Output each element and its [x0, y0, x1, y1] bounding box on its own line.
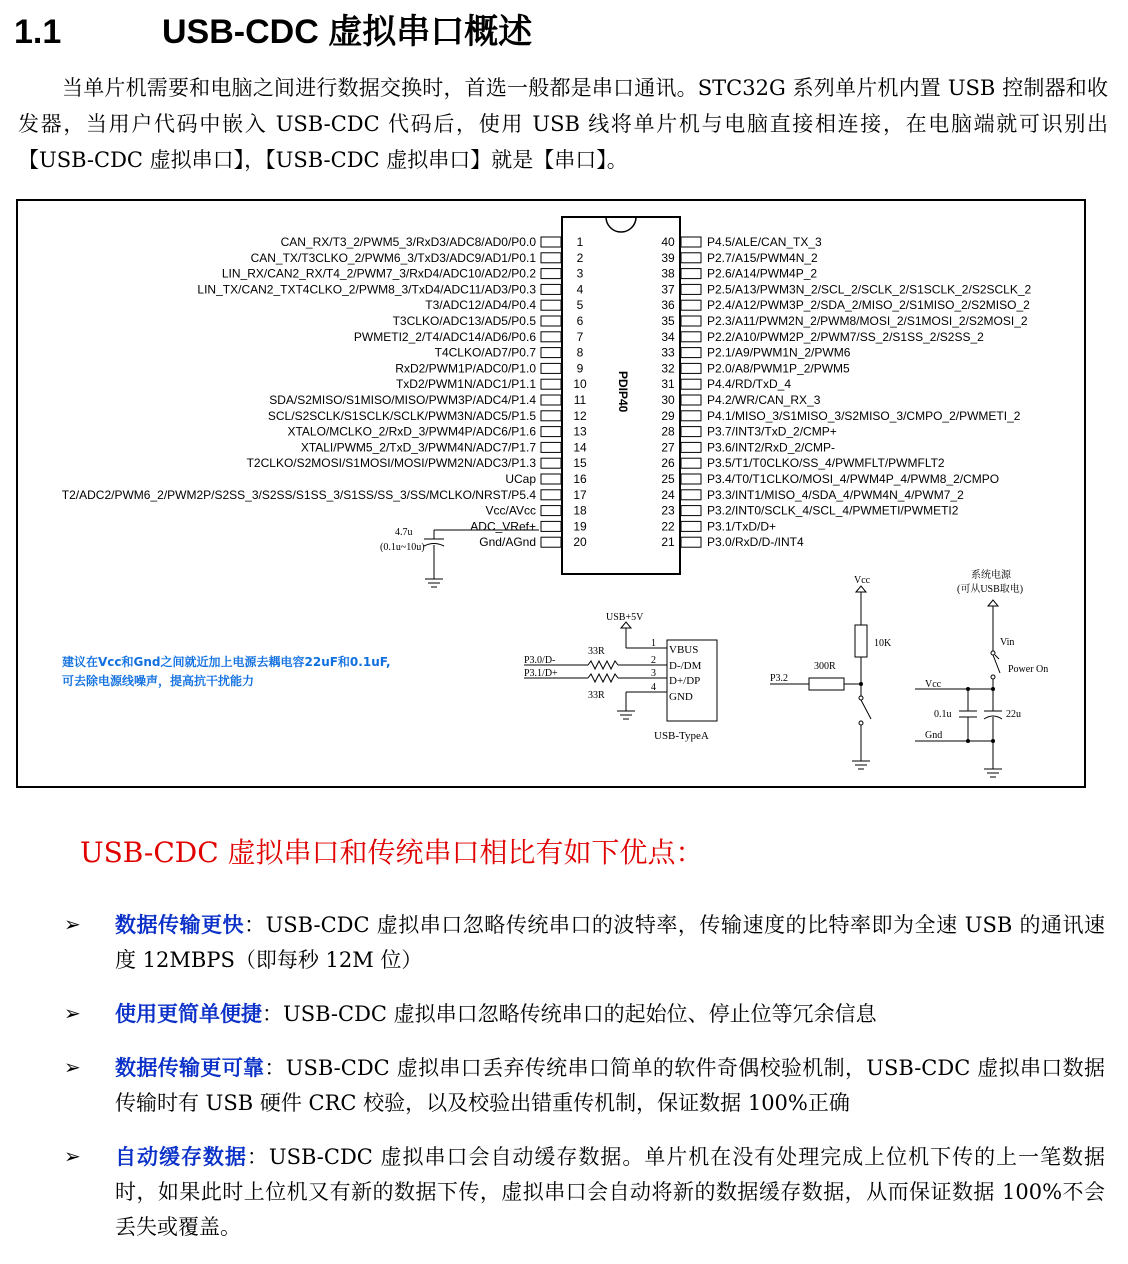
right-pin-label: P4.4/RD/TxD_4: [707, 377, 792, 392]
power-subtitle: (可从USB取电): [957, 584, 1024, 595]
left-pin-label: UCap: [505, 472, 536, 486]
left-pin-number: 12: [573, 408, 587, 423]
schematic-diagram: [18, 201, 1084, 786]
power-switch: Power On: [1008, 664, 1049, 675]
right-pin-box: [681, 284, 701, 294]
left-pin-label: T2/ADC2/PWM6_2/PWM2P/S2SS_3/S2SS/S1SS_3/S1SS/SS_3/SS/MCLKO/NRST/P5.4: [61, 487, 536, 502]
left-pin-box: [541, 269, 561, 279]
button-net-label: P3.2: [770, 673, 789, 684]
section-title: USB-CDC 虚拟串口概述: [162, 13, 533, 51]
usb-circuit: [524, 612, 717, 742]
right-pin-label: P2.4/A12/PWM3P_2/SDA_2/MISO_2/S1MISO_2/S2MISO_2: [707, 298, 1030, 313]
right-pin-number: 23: [661, 503, 675, 518]
left-pin-box: [541, 537, 561, 547]
advantage-text: ：USB-CDC 虚拟串口会自动缓存数据。单片机在没有处理完成上位机下传的上一笔数据时，如果此时上位机又有新的数据下传，虚拟串口会自动将新的数据缓存数据，从而保证数据 100%不会丢失或覆盖。: [115, 1145, 1105, 1239]
left-pin-label: PWMETI2_2/T4/ADC14/AD6/P0.6: [353, 329, 536, 344]
series-value: 300R: [814, 661, 836, 672]
right-pin-box: [681, 300, 701, 310]
right-pin-label: P3.0/RxD/D-/INT4: [707, 535, 804, 550]
left-pin-box: [541, 363, 561, 373]
right-pin-number: 28: [661, 424, 675, 439]
left-pin-box: [541, 490, 561, 500]
right-pin-number: 40: [661, 235, 675, 249]
right-pin-label: P3.5/T1/T0CLKO/SS_4/PWMFLT/PWMFLT2: [707, 456, 945, 471]
right-pin-number: 27: [661, 440, 675, 455]
right-pin-box: [681, 363, 701, 373]
left-pin-label: TxD2/PWM1N/ADC1/P1.1: [395, 377, 536, 392]
system-power-circuit: [915, 568, 1048, 777]
right-pin-label: P2.1/A9/PWM1N_2/PWM6: [707, 345, 851, 360]
right-pin-label: P2.3/A11/PWM2N_2/PWM8/MOSI_2/S1MOSI_2/S2MOSI_2: [707, 314, 1028, 328]
left-pin-box: [541, 379, 561, 389]
bullet-icon: ➢: [64, 1001, 81, 1025]
note-line-1: 建议在Vcc和Gnd之间就近加上电源去耦电容22uF和0.1uF,: [62, 655, 391, 669]
right-pin-box: [681, 442, 701, 452]
right-pin-box: [681, 237, 701, 247]
left-pin-number: 16: [573, 472, 587, 486]
section-number: 1.1: [14, 13, 62, 51]
left-pin-label: ADC_VRef+: [470, 519, 536, 534]
advantage-item: [115, 907, 1105, 978]
right-pin-box: [681, 474, 701, 484]
left-pin-number: 20: [573, 535, 587, 550]
left-pin-label: SDA/S2MISO/S1MISO/MISO/PWM3P/ADC4/P1.4: [269, 393, 536, 407]
right-pin-label: P2.0/A8/PWM1P_2/PWM5: [707, 361, 850, 376]
left-pin-label: RxD2/PWM1P/ADC0/P1.0: [395, 361, 536, 376]
right-pin-label: P4.1/MISO_3/S1MISO_3/S2MISO_3/CMPO_2/PWMETI_2: [707, 408, 1021, 423]
advantage-text: ：USB-CDC 虚拟串口忽略传统串口的波特率，传输速度的比特率即为全速 USB 的通讯速度 12MBPS（即每秒 12M 位）: [115, 913, 1106, 972]
right-pin-number: 37: [661, 282, 675, 297]
left-pin-number: 14: [573, 440, 587, 455]
left-pin-label: SCL/S2SCLK/S1SCLK/SCLK/PWM3N/ADC5/P1.5: [267, 408, 536, 423]
power-c-big: 22u: [1006, 709, 1021, 720]
usb-pin-name-vbus: VBUS: [669, 644, 699, 656]
cap-range: (0.1u~10u): [380, 542, 425, 553]
usb-pin-1: 1: [651, 638, 656, 649]
advantage-label: 使用更简单便捷: [115, 1001, 262, 1026]
left-pin-number: 11: [573, 393, 587, 407]
right-pin-label: P2.7/A15/PWM4N_2: [707, 250, 818, 265]
left-pin-number: 5: [576, 298, 584, 313]
left-pin-label: T3CLKO/ADC13/AD5/P0.5: [392, 314, 536, 328]
left-pin-number: 19: [573, 519, 587, 534]
left-pin-label: Vcc/AVcc: [485, 503, 536, 518]
advantage-item: [115, 996, 1105, 1032]
right-pin-label: P2.5/A13/PWM3N_2/SCL_2/SCLK_2/S1SCLK_2/S2SCLK_2: [707, 282, 1032, 297]
left-pin-box: [541, 348, 561, 358]
right-pin-box: [681, 537, 701, 547]
left-pin-label: T2CLKO/S2MOSI/S1MOSI/MOSI/PWM2N/ADC3/P1.3: [246, 456, 536, 471]
right-pin-number: 22: [661, 519, 675, 534]
left-pin-label: LIN_TX/CAN2_TXT4CLKO_2/PWM8_3/TxD4/ADC11/AD3/P0.3: [197, 282, 536, 297]
pullup-resistor: [855, 625, 867, 657]
right-pin-box: [681, 379, 701, 389]
pullup-value: 10K: [874, 638, 892, 649]
left-pin-number: 4: [576, 282, 584, 297]
right-pin-box: [681, 490, 701, 500]
right-pin-number: 36: [661, 298, 675, 313]
usb-power-label: USB+5V: [606, 612, 644, 623]
right-pin-number: 30: [661, 393, 675, 407]
chip-notch: [606, 217, 636, 232]
right-pin-box: [681, 269, 701, 279]
usb-pin-4: 4: [651, 682, 656, 693]
usb-r-top: 33R: [588, 646, 605, 657]
left-pin-box: [541, 427, 561, 437]
usb-pin-name-dp: D+/DP: [669, 675, 701, 687]
usb-net-dp: P3.1/D+: [524, 668, 558, 679]
right-pin-label: P3.3/INT1/MISO_4/SDA_4/PWM4N_4/PWM7_2: [707, 487, 964, 502]
bullet-icon: ➢: [64, 1055, 81, 1079]
left-pin-label: XTALI/PWM5_2/TxD_3/PWM4N/ADC7/P1.7: [300, 440, 536, 455]
advantage-item: [115, 1139, 1105, 1245]
chip-label: PDIP40: [616, 371, 630, 413]
right-pin-box: [681, 253, 701, 263]
left-pin-box: [541, 411, 561, 421]
right-pin-number: 24: [661, 487, 675, 502]
left-pin-number: 3: [576, 266, 584, 281]
left-pin-number: 7: [576, 329, 584, 344]
right-pin-number: 31: [661, 377, 675, 392]
left-pin-label: CAN_TX/T3CLKO_2/PWM6_3/TxD3/ADC9/AD1/P0.1: [250, 250, 536, 265]
left-pin-number: 8: [576, 345, 584, 360]
right-pin-label: P3.4/T0/T1CLKO/MOSI_4/PWM4P_4/PWM8_2/CMPO: [707, 472, 1000, 486]
right-pin-label: P2.2/A10/PWM2P_2/PWM7/SS_2/S1SS_2/S2SS_2: [707, 329, 984, 344]
bullet-icon: ➢: [64, 912, 81, 936]
right-pin-box: [681, 411, 701, 421]
right-pin-label: P4.2/WR/CAN_RX_3: [707, 393, 821, 407]
power-vin: Vin: [1000, 637, 1015, 648]
left-pin-label: XTALO/MCLKO_2/RxD_3/PWM4P/ADC6/P1.6: [287, 424, 536, 439]
left-pin-label: T4CLKO/AD7/P0.7: [434, 345, 536, 360]
usb-connector-label: USB-TypeA: [654, 730, 709, 742]
left-pin-number: 13: [573, 424, 587, 439]
left-pin-number: 18: [573, 503, 587, 518]
advantage-label: 自动缓存数据: [115, 1144, 247, 1169]
usb-pin-name-gnd: GND: [669, 691, 693, 703]
left-pin-number: 9: [576, 361, 584, 376]
advantage-item: [115, 1050, 1105, 1121]
advantages-title: USB-CDC 虚拟串口和传统串口相比有如下优点：: [80, 836, 704, 869]
advantage-label: 数据传输更可靠: [115, 1055, 265, 1080]
right-pin-label: P2.6/A14/PWM4P_2: [707, 266, 818, 281]
advantage-text: ：USB-CDC 虚拟串口丢弃传统串口简单的软件奇偶校验机制，USB-CDC 虚拟串口数据传输时有 USB 硬件 CRC 校验，以及校验出错重传机制，保证数据 100%正确: [115, 1056, 1105, 1115]
button-vcc-label: Vcc: [854, 575, 871, 586]
right-pin-label: P3.7/INT3/TxD_2/CMP+: [707, 424, 837, 439]
right-pin-label: P3.2/INT0/SCLK_4/SCL_4/PWMETI/PWMETI2: [707, 503, 959, 518]
power-title: 系统电源: [971, 570, 1011, 581]
right-pin-number: 35: [661, 314, 675, 328]
right-pin-box: [681, 316, 701, 326]
right-pin-number: 33: [661, 345, 675, 360]
left-pin-number: 6: [576, 314, 584, 328]
usb-net-dm: P3.0/D-: [524, 655, 556, 666]
left-pin-number: 10: [573, 377, 587, 392]
right-pin-box: [681, 458, 701, 468]
note-line-2: 可去除电源线噪声，提高抗干扰能力: [62, 674, 255, 688]
right-pin-label: P4.5/ALE/CAN_TX_3: [707, 235, 822, 249]
left-pin-box: [541, 300, 561, 310]
left-pin-box: [541, 316, 561, 326]
left-pin-box: [541, 332, 561, 342]
power-c-small: 0.1u: [934, 709, 952, 720]
bullet-icon: ➢: [64, 1144, 81, 1168]
usb-pin-3: 3: [651, 668, 656, 679]
left-pin-box: [541, 521, 561, 531]
right-pin-box: [681, 506, 701, 516]
left-pin-box: [541, 284, 561, 294]
right-pin-number: 34: [661, 329, 675, 344]
right-pin-number: 32: [661, 361, 675, 376]
series-resistor: [809, 678, 844, 690]
right-pin-box: [681, 332, 701, 342]
left-pin-number: 2: [576, 250, 584, 265]
left-pin-number: 1: [576, 235, 584, 249]
schematic-figure: [16, 199, 1086, 788]
left-pin-label: Gnd/AGnd: [479, 535, 536, 550]
left-pin-number: 17: [573, 487, 587, 502]
usb-pin-name-dm: D-/DM: [669, 660, 702, 672]
right-pin-number: 38: [661, 266, 675, 281]
left-pin-box: [541, 442, 561, 452]
right-pin-box: [681, 348, 701, 358]
usb-r-bottom: 33R: [588, 690, 605, 701]
left-pin-box: [541, 458, 561, 468]
right-pin-number: 21: [661, 535, 675, 550]
power-vcc: Vcc: [925, 679, 942, 690]
right-pin-box: [681, 395, 701, 405]
left-pin-box: [541, 253, 561, 263]
left-pin-label: CAN_RX/T3_2/PWM5_3/RxD3/ADC8/AD0/P0.0: [280, 235, 536, 249]
right-pin-number: 25: [661, 472, 675, 486]
right-pin-number: 29: [661, 408, 675, 423]
right-pin-label: P3.1/TxD/D+: [707, 519, 777, 534]
cap-value: 4.7u: [395, 527, 413, 538]
left-pin-number: 15: [573, 456, 587, 471]
power-gnd: Gnd: [925, 730, 943, 741]
left-pin-label: T3/ADC12/AD4/P0.4: [425, 298, 536, 313]
usb-pin-2: 2: [651, 655, 656, 666]
right-pin-box: [681, 521, 701, 531]
intro-paragraph: 当单片机需要和电脑之间进行数据交换时，首选一般都是串口通讯。STC32G 系列单片机内置 USB 控制器和收发器，当用户代码中嵌入 USB-CDC 代码后，使用 USB 线将单片机与电脑直接相连接，在电脑端就可识别出【USB-CDC 虚拟串口】，【USB-CDC 虚拟串口】就是【串口】。: [18, 76, 1108, 172]
left-pin-box: [541, 395, 561, 405]
right-pin-label: P3.6/INT2/RxD_2/CMP-: [707, 440, 836, 455]
left-pin-label: LIN_RX/CAN2_RX/T4_2/PWM7_3/RxD4/ADC10/AD2/P0.2: [221, 266, 536, 281]
right-pin-number: 39: [661, 250, 675, 265]
advantage-text: ：USB-CDC 虚拟串口忽略传统串口的起始位、停止位等冗余信息: [262, 1002, 877, 1026]
left-pin-box: [541, 474, 561, 484]
advantage-label: 数据传输更快: [115, 912, 245, 937]
left-pin-box: [541, 506, 561, 516]
right-pin-box: [681, 427, 701, 437]
left-pin-box: [541, 237, 561, 247]
p32-button-circuit: [770, 575, 892, 769]
right-pin-number: 26: [661, 456, 675, 471]
